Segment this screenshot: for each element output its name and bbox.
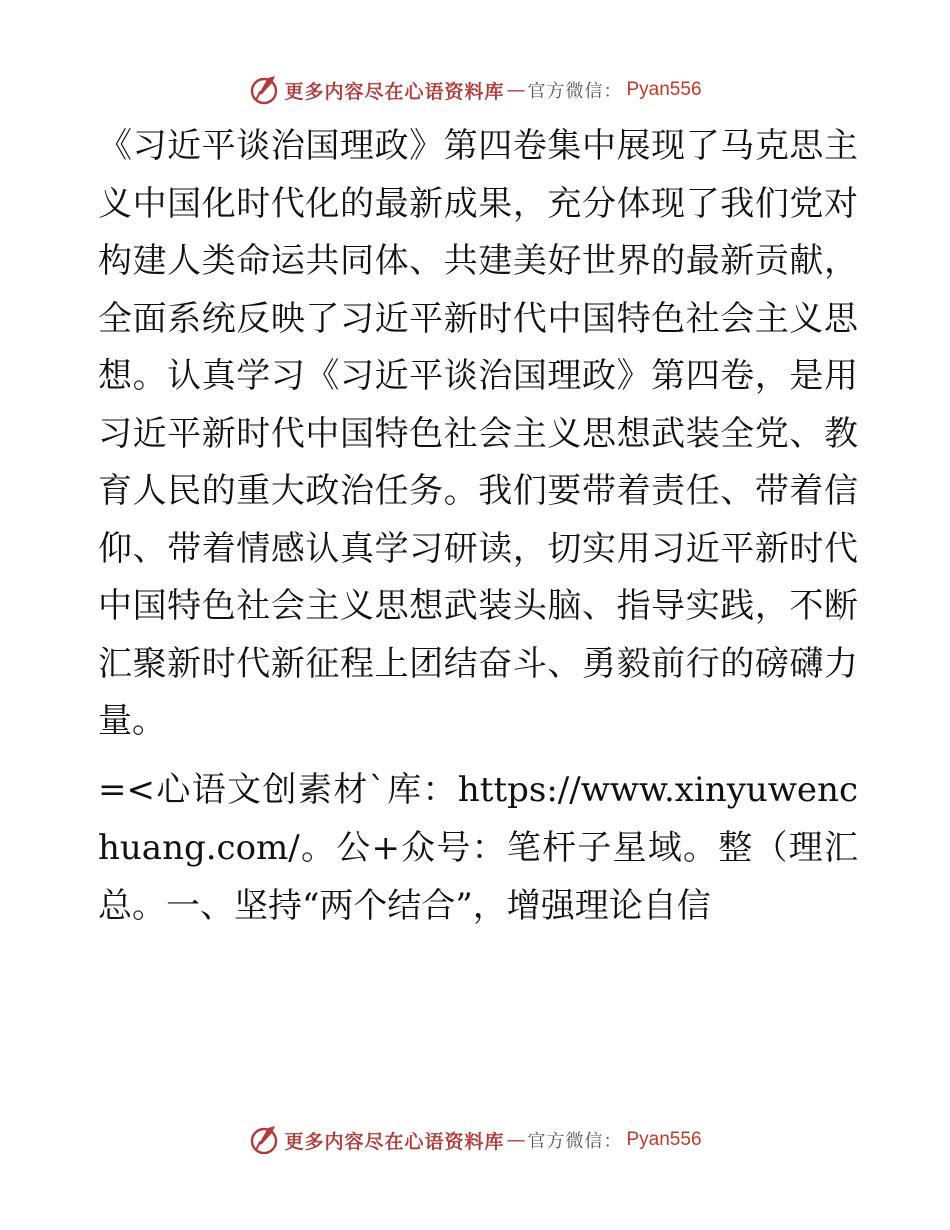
- footer-wechat-handle: Pyan556: [626, 1129, 702, 1150]
- body-paragraph-1: 《习近平谈治国理政》第四卷集中展现了马克思主义中国化时代化的最新成果，充分体现了我们党对构建人类命运共同体、共建美好世界的最新贡献，全面系统反映了习近平新时代中国特色社会主义思想。认真学习《习近平谈治国理政》第四卷，是用习近平新时代中国特色社会主义思想武装全党、教育人民的重大政治任务。我们要带着责任、带着信仰、带着情感认真学习研读，切实用习近平新时代中国特色社会主义思想武装头脑、指导实践，不断汇聚新时代新征程上团结奋斗、勇毅前行的磅礴力量。: [98, 126, 858, 741]
- header-banner: [0, 72, 950, 108]
- footer-separator: —: [506, 1129, 526, 1151]
- header-wechat-label: 官方微信：: [527, 81, 623, 102]
- document-body: [98, 118, 858, 935]
- header-wechat-handle: Pyan556: [626, 79, 702, 100]
- footer-wechat-label: 官方微信：: [527, 1131, 623, 1152]
- quill-pen-logo-icon: [248, 1124, 280, 1156]
- footer-banner: [0, 1122, 950, 1158]
- header-separator: —: [506, 79, 526, 101]
- footer-brand-text: 更多内容尽在心语资料库: [284, 1130, 505, 1153]
- header-brand-text: 更多内容尽在心语资料库: [284, 80, 505, 103]
- quill-pen-logo-icon: [248, 74, 280, 106]
- body-paragraph-2: =<心语文创素材`库：https://www.xinyuwenchuang.com/。公+众号：笔杆子星域。整（理汇总。一、坚持“两个结合”，增强理论自信: [98, 769, 858, 926]
